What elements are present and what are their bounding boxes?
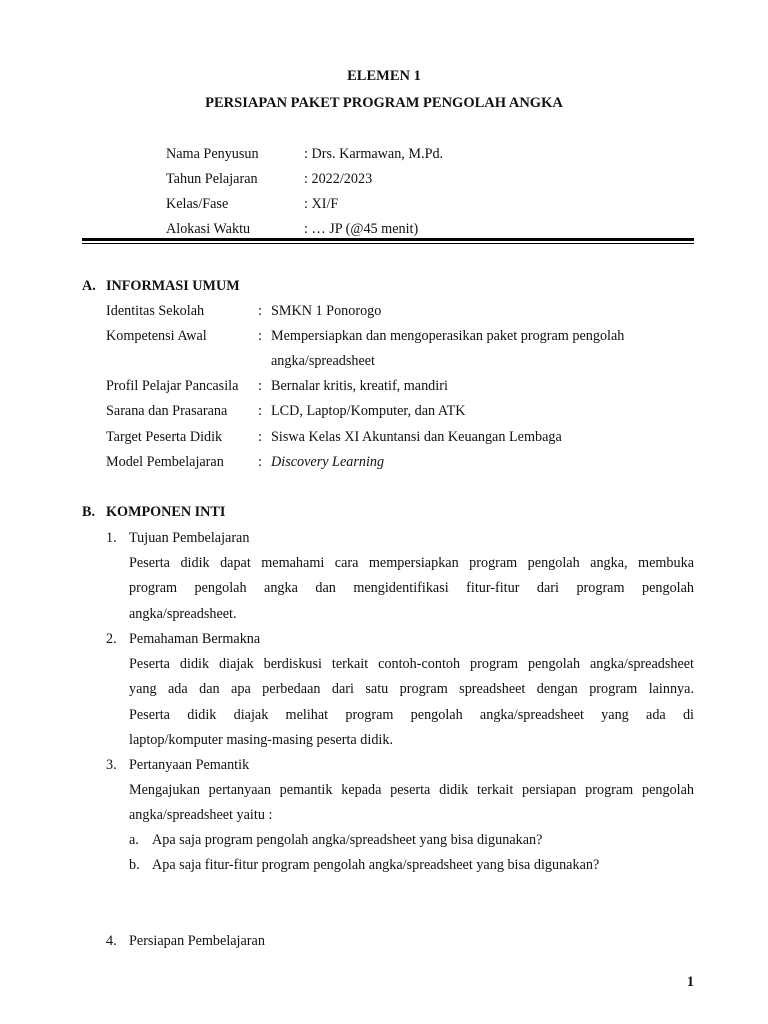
section-b-title: KOMPONEN INTI	[106, 504, 226, 520]
info-label-profile: Profil Pelajar Pancasila	[106, 378, 239, 394]
meta-value-class: : XI/F	[304, 196, 339, 212]
info-colon: :	[258, 403, 262, 419]
paragraph-line: laptop/komputer masing-masing peserta didik.	[129, 732, 393, 749]
meta-label-time: Alokasi Waktu	[166, 221, 251, 237]
list-item-title: Pemahaman Bermakna	[129, 631, 261, 647]
meta-value-time: : … JP (@45 menit)	[304, 221, 419, 237]
meta-label-class: Kelas/Fase	[166, 196, 229, 212]
paragraph-line: Peserta didik dapat memahami cara mempersiapkan program pengolah angka, membuka	[129, 555, 694, 571]
list-item-title: Tujuan Pembelajaran	[129, 530, 250, 546]
info-value-target: Siswa Kelas XI Akuntansi dan Keuangan Lembaga	[271, 429, 562, 445]
meta-label-year: Tahun Pelajaran	[166, 171, 258, 187]
info-value-competence: Mempersiapkan dan mengoperasikan paket program pengolah	[271, 328, 625, 344]
header-divider-thin	[82, 243, 694, 244]
list-item-number: 4.	[106, 933, 117, 949]
document-title: ELEMEN 1	[347, 68, 421, 84]
list-item-body	[129, 655, 694, 757]
paragraph-line: Peserta didik diajak melihat program pengolah angka/spreadsheet yang ada di	[129, 706, 694, 723]
info-value-profile: Bernalar kritis, kreatif, mandiri	[271, 378, 448, 394]
sub-item-letter: b.	[129, 857, 140, 873]
info-colon: :	[258, 429, 262, 445]
info-colon: :	[258, 454, 262, 470]
info-label-target: Target Peserta Didik	[106, 429, 223, 445]
list-item-title: Persiapan Pembelajaran	[129, 933, 265, 949]
document-subtitle: PERSIAPAN PAKET PROGRAM PENGOLAH ANGKA	[205, 95, 563, 111]
info-value-facilities: LCD, Laptop/Komputer, dan ATK	[271, 403, 466, 419]
info-value-model: Discovery Learning	[271, 454, 385, 470]
paragraph-line: angka/spreadsheet yaitu :	[129, 807, 273, 824]
paragraph-line: angka/spreadsheet.	[129, 605, 237, 622]
section-a-letter: A.	[82, 278, 96, 294]
info-colon: :	[258, 303, 262, 319]
meta-value-year: : 2022/2023	[304, 171, 373, 187]
info-colon: :	[258, 328, 262, 344]
paragraph-line: Mengajukan pertanyaan pemantik kepada peserta didik terkait persiapan program pengolah	[129, 782, 694, 798]
meta-value-author: : Drs. Karmawan, M.Pd.	[304, 146, 444, 162]
sub-item-letter: a.	[129, 832, 139, 848]
list-item-number: 3.	[106, 757, 117, 773]
paragraph-line: yang ada dan apa perbedaan dari satu program spreadsheet dengan program lainnya.	[129, 681, 694, 698]
header-divider-thick	[82, 238, 694, 241]
list-item-body	[129, 781, 694, 832]
info-label-facilities: Sarana dan Prasarana	[106, 403, 228, 419]
page-number: 1	[686, 974, 694, 990]
info-value-competence-cont: angka/spreadsheet	[271, 353, 375, 369]
info-colon: :	[258, 378, 262, 394]
info-label-competence: Kompetensi Awal	[106, 328, 207, 344]
paragraph-line: program pengolah angka dan mengidentifikasi fitur-fitur dari program pengolah	[129, 580, 694, 597]
info-value-school: SMKN 1 Ponorogo	[271, 303, 382, 319]
sub-item-text: Apa saja fitur-fitur program pengolah angka/spreadsheet yang bisa digunakan?	[152, 857, 600, 873]
sub-item-text: Apa saja program pengolah angka/spreadsheet yang bisa digunakan?	[152, 832, 543, 848]
paragraph-line: Peserta didik diajak berdiskusi terkait contoh-contoh program pengolah angka/spreadsheet	[129, 656, 694, 672]
info-label-model: Model Pembelajaran	[106, 454, 224, 470]
info-label-school: Identitas Sekolah	[106, 303, 205, 319]
section-a-title: INFORMASI UMUM	[106, 278, 240, 294]
list-item-number: 1.	[106, 530, 117, 546]
list-item-title: Pertanyaan Pemantik	[129, 757, 250, 773]
list-item-body	[129, 554, 694, 630]
meta-label-author: Nama Penyusun	[166, 146, 259, 162]
list-item-number: 2.	[106, 631, 117, 647]
section-b-letter: B.	[82, 504, 96, 520]
